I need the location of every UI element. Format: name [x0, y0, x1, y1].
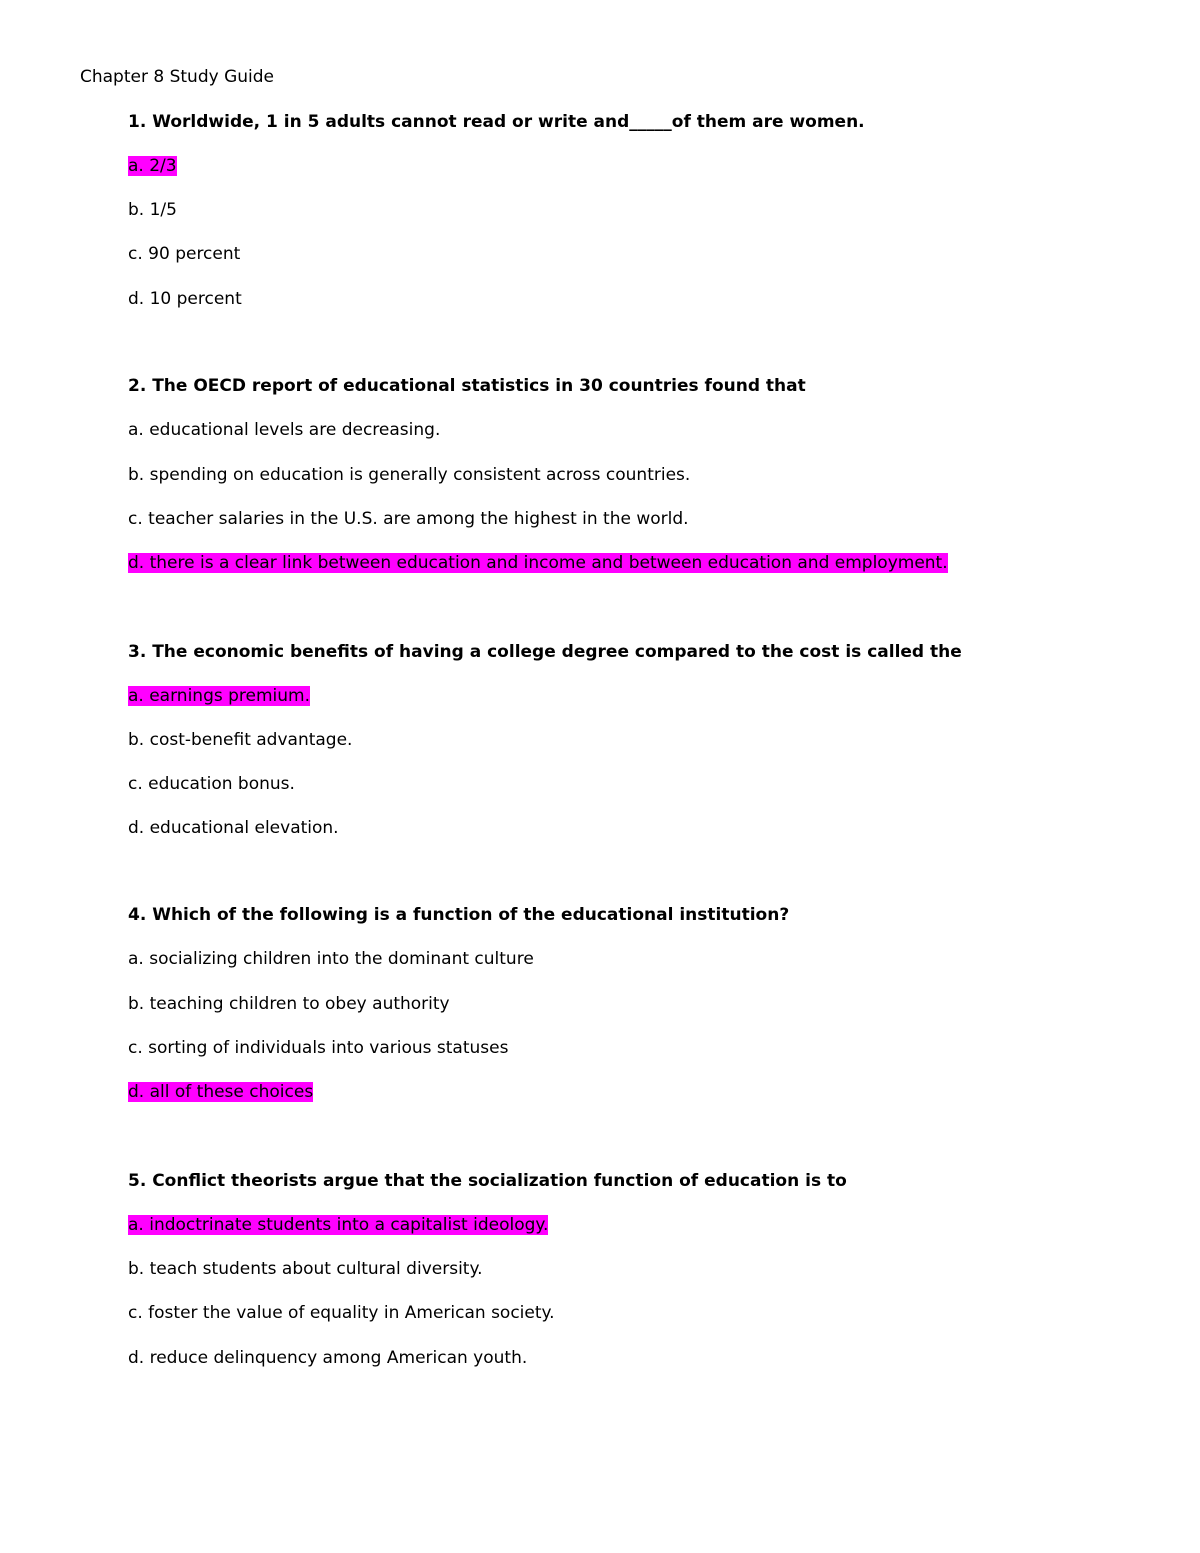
question-5: 5. Conflict theorists argue that the socialization function of education is to	[128, 1171, 847, 1191]
q1-option-a: a. 2/3	[128, 156, 177, 176]
q2-option-b: b. spending on education is generally consistent across countries.	[128, 465, 691, 485]
q5-option-b: b. teach students about cultural diversity.	[128, 1259, 483, 1279]
q3-option-c: c. education bonus.	[128, 774, 295, 794]
question-3: 3. The economic benefits of having a college degree compared to the cost is called the	[128, 642, 962, 662]
q1-option-b: b. 1/5	[128, 200, 177, 220]
q3-option-a: a. earnings premium.	[128, 686, 311, 706]
q3-option-d: d. educational elevation.	[128, 818, 339, 838]
q1-option-d: d. 10 percent	[128, 289, 242, 309]
question-2: 2. The OECD report of educational statistics in 30 countries found that	[128, 376, 806, 396]
q2-option-a: a. educational levels are decreasing.	[128, 420, 441, 440]
q2-option-d: d. there is a clear link between education and income and between education and employment.	[128, 553, 948, 573]
q5-option-c: c. foster the value of equality in American society.	[128, 1303, 555, 1323]
q4-option-b: b. teaching children to obey authority	[128, 994, 450, 1014]
question-1: 1. Worldwide, 1 in 5 adults cannot read or write and_____of them are women.	[128, 112, 865, 132]
q2-option-c: c. teacher salaries in the U.S. are among the highest in the world.	[128, 509, 689, 529]
q1-option-c: c. 90 percent	[128, 244, 241, 264]
q5-option-d: d. reduce delinquency among American youth.	[128, 1348, 528, 1368]
q5-option-a: a. indoctrinate students into a capitalist ideology.	[128, 1215, 549, 1235]
q4-option-d: d. all of these choices	[128, 1082, 314, 1102]
q3-option-b: b. cost-benefit advantage.	[128, 730, 353, 750]
q4-option-c: c. sorting of individuals into various statuses	[128, 1038, 509, 1058]
q4-option-a: a. socializing children into the dominant culture	[128, 949, 534, 969]
document-title: Chapter 8 Study Guide	[80, 67, 274, 87]
question-4: 4. Which of the following is a function of the educational institution?	[128, 905, 790, 925]
